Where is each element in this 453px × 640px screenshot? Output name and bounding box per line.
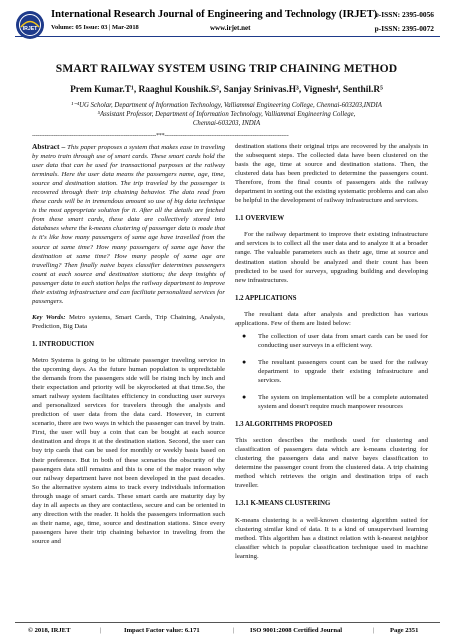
list-item [235,358,428,385]
header-divider [15,36,440,37]
keywords-label: Key Words: [32,313,66,321]
paper-affiliations [30,101,423,129]
affiliation-line: ¹⁻⁴UG Scholar, Department of Information Technology, Valliammai Engineering College, Chennai-603203,INDIA [71,102,382,109]
introduction-text: Metro Systems is going to be ultimate passenger traveling service in the upcoming days. As the future human population is unpredictable the demands from the passengers side will be rising inch by inch and their expectation and priority will be skyrocketed at that time.So, the smart railway system facilitates efficiency in conducting user surveys and personalized services for travelers through the analysis and prediction of user data from the data card. However, in current scenario, there are two ways in which the passenger can travel by train. First, the user will buy a coin that can be bought at each source destination and drops it at the destination station. Second, the user can buy trip cards that can be used for monthly or weekly basis based on their preference. But in both of these scenarios the obscurity of the passengers data still remains and this is one of the major reason why our railway department have not been developed in the past decades. So the alternative system aims to track every individuals information through usage of smart cards. These smart cards are maturity day by day in all aspects as they are contactless, secure and can be oriented in any direction with the reader. It holds the passengers information such as their name, age, time, source and destination stations. Since every passengers have their trip chaining behavior in traveling from the source and [32,356,225,545]
journal-header [15,8,440,48]
left-column [32,142,225,546]
section-heading-overview: 1.1 OVERVIEW [235,215,285,223]
kmeans-text: K-means clustering is a well-known clustering algorithm suited for clustering similar kind of data. It is a kind of unsupervised learning method. This algorithm has a distinct relation with k-nearest neighbor classifier which is popular classification technique used in machine learning. [235,516,428,560]
footer-page-number: Page 2351 [390,627,419,634]
keywords-text: Metro systems, Smart Cards, Trip Chaining, Analysis, Prediction, Big Data [32,313,225,330]
introduction-continued-text: destination stations their original trips are recovered by the analysis in the subsequent steps. The collected data have been clustered on the basis the age, time at source and destination stations. Then, the clustered data has been predicted to determine the passengers count. Therefore, from the final counts of passengers aids the railway department in sorting out the existing systematic problems and can also be helpful in the development of railway infrastructure and services. [235,143,428,205]
applications-intro: The resultant data after analysis and prediction has various applications. Few of them are listed below: [235,310,428,327]
svg-text:IRJET: IRJET [22,26,38,32]
footer-impact-factor: Impact Factor value: 6.171 [124,627,200,634]
journal-pissn: p-ISSN: 2395-0072 [374,24,434,33]
bullet-icon: ● [242,331,247,340]
bullet-icon: ● [242,357,247,366]
affiliation-line: Chennai-603203, INDIA [192,120,261,128]
footer-separator: | [233,627,235,634]
footer-separator: | [100,627,102,634]
list-item [235,332,428,350]
keywords [32,313,225,331]
bullet-icon: ● [242,393,247,402]
section-heading-kmeans: 1.3.1 K-MEANS CLUSTERING [235,500,331,508]
abstract [32,142,225,306]
algorithms-text: This section describes the methods used for clustering and classification of passengers data which are k-means clustering for clustering the passengers data and naive bayes classification to determine the passenger count from the clustered data. A trip chaining method which retrieves the origin and destination trips of each traveller. [235,437,428,490]
footer-separator: | [373,627,375,634]
list-item-text: The collection of user data from smart cards can be used for conducting user surveys in a efficient way. [258,332,428,349]
affiliation-line: ⁵Assistant Professor, Department of Information Technology, Valliammai Engineering College, [97,111,356,119]
list-item-text: The system on implementation will be a complete automated system and doesn't require much manpower resources [258,394,428,411]
journal-eissn: e-ISSN: 2395-0056 [375,10,434,19]
footer-iso: ISO 9001:2008 Certified Journal [250,627,343,634]
overview-text: For the railway department to improve their existing infrastructure and services is to collect all the user data and to analyze it at a broader range. The valuable parameters such as their age, time at source and destination station should be analyzed and their count has been predicted to be used for surveys, upgrading building and developing new infrastructures. [235,231,428,284]
paper-title: SMART RAILWAY SYSTEM USING TRIP CHAINING METHOD [55,62,398,75]
section-heading-algorithms: 1.3 ALGORITHMS PROPOSED [235,421,333,429]
journal-title: International Research Journal of Engineering and Technology (IRJET) [51,9,378,20]
footer-copyright: © 2018, IRJET [28,627,71,634]
paper-authors: Prem Kumar.T¹, Raaghul Koushik.S², Sanjay Srinivas.H³, Vignesh⁴, Senthil.R⁵ [70,85,383,95]
journal-website: www.irjet.net [210,24,251,32]
journal-volume: Volume: 05 Issue: 03 | Mar-2018 [51,24,139,31]
list-item [235,393,428,411]
section-heading-introduction: 1. INTRODUCTION [32,340,95,348]
title-separator: ---------------------------------------------------------------------***--------------------------------------------------------------------- [32,133,289,139]
section-heading-applications: 1.2 APPLICATIONS [235,294,297,302]
right-column [235,142,428,561]
list-item-text: The resultant passengers count can be used for the railway department to upgrade their existing infrastructure and services. [258,358,428,384]
footer-divider [15,622,440,623]
abstract-label: Abstract – [32,142,66,151]
abstract-text: This paper proposes a system that makes ease in traveling by metro train through use of smart cards. These smart cards hold the user data that can be used for transactional purposes at the railway terminals. Here the user data means the passengers name, age, time, source and destination station. The trip traveled by the passenger is recovered through their trip chaining behavior. The data read from these cards will be in tremendous amount so use of big data technique is the most appropriate solution for it. After all the details are fetched from these smart cards, these data are collectively stored into databases where the k-means clustering of passenger data is made that is it's like how many passengers of same age have travelled from the source at same time? How many passengers of same age have the destination at same time? How many people of same age are travelling? Then finally naive bayes classifier determines passengers count at each source and destination stations; the deep insights of passenger data in each station helps the railway department to improve their existing infrastructure and can facilitate personalized services for passengers. [32,144,225,305]
applications-list [235,332,428,411]
